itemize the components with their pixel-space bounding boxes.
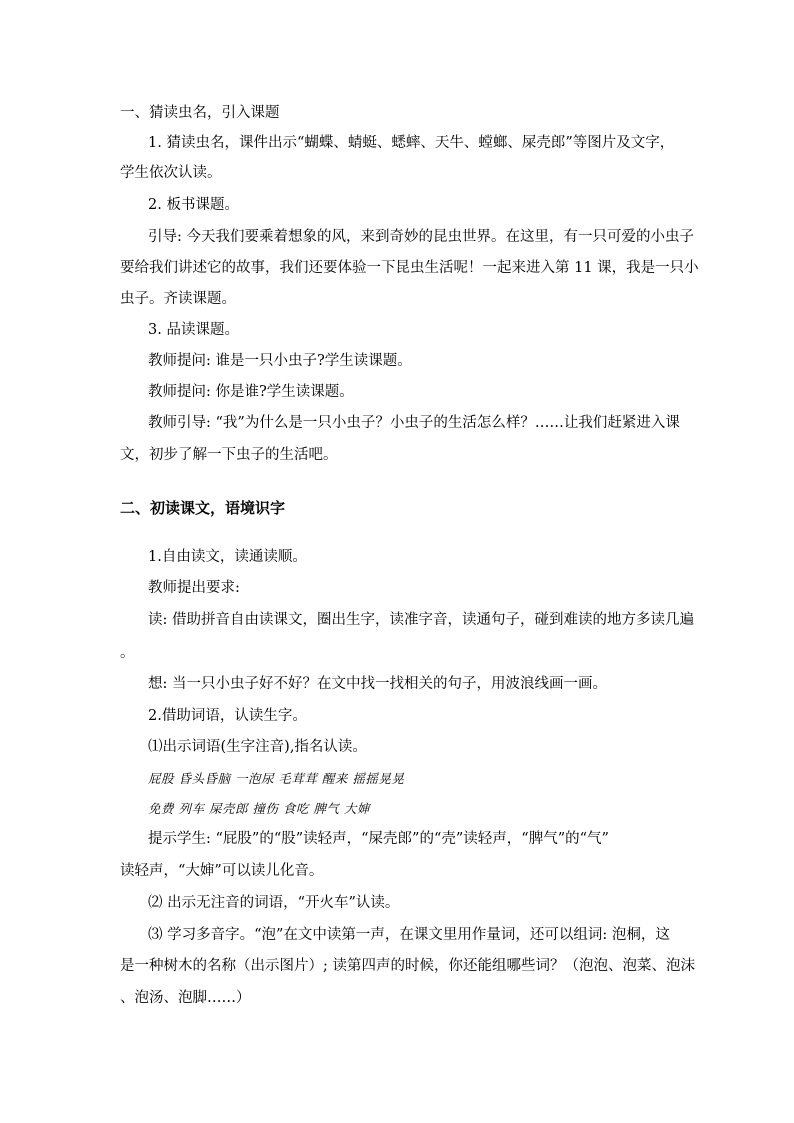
word-list: 屁股 昏头昏脑 一泡尿 毛茸茸 醒来 摇摇晃晃 — [148, 771, 405, 786]
paragraph-line: 2. 板书课题。 — [148, 197, 239, 213]
paragraph-line: 想: 当一只小虫子好不好？在文中找一找相关的句子，用波浪线画一画。 — [148, 676, 607, 692]
paragraph-line: 读: 借助拼音自由读课文，圈出生字，读准字音，读通句子，碰到难读的地方多读几遍 — [148, 612, 694, 628]
paragraph-line: ⑴出示词语(生字注音),指名认读。 — [148, 739, 367, 755]
paragraph-line: 教师提问: 你是谁?学生读课题。 — [148, 384, 354, 400]
section-heading: 一、猜读虫名，引入课题 — [120, 105, 280, 121]
paragraph-line: 1. 猜读虫名，课件出示“蝴蝶、蜻蜓、蟋蟀、天牛、螳螂、屎壳郎”等图片及文字， — [148, 135, 675, 151]
paragraph-line: 要给我们讲述它的故事，我们还要体验一下昆虫生活呢！一起来进入第 11 课，我是一只小 — [120, 260, 699, 276]
paragraph-line: 教师提出要求: — [148, 580, 240, 596]
paragraph-line: 是一种树木的名称（出示图片）; 读第四声的时候，你还能组哪些词？（泡泡、泡菜、泡沫 — [120, 958, 695, 974]
paragraph-line: 、泡汤、泡脚……） — [120, 990, 251, 1006]
paragraph-line: 引导: 今天我们要乘着想象的风，来到奇妙的昆虫世界。在这里，有一只可爱的小虫子 — [148, 229, 694, 245]
paragraph-line: 读轻声，“大婶”可以读儿化音。 — [120, 863, 324, 879]
paragraph-line: 。 — [120, 645, 135, 661]
paragraph-line: ⑶ 学习多音字。“泡”在文中读第一声，在课文里用作量词，还可以组词: 泡桐，这 — [148, 927, 670, 943]
paragraph-line: 提示学生: “屁股”的“股”读轻声，“屎壳郎”的“壳”读轻声，“脾气”的“气” — [148, 831, 609, 847]
word-list: 免费 列车 屎壳郎 撞伤 食吃 脾气 大婶 — [148, 801, 370, 816]
section-heading: 二、初读课文，语境识字 — [120, 499, 286, 517]
paragraph-line: ⑵ 出示无注音的词语，“开火车”认读。 — [148, 895, 400, 911]
paragraph-line: 1.自由读文，读通读顺。 — [148, 549, 307, 565]
paragraph-line: 文，初步了解一下虫子的生活吧。 — [120, 447, 338, 463]
paragraph-line: 虫子。齐读课题。 — [120, 291, 236, 307]
paragraph-line: 2.借助词语，认读生字。 — [148, 708, 307, 724]
paragraph-line: 3. 品读课题。 — [148, 322, 239, 338]
paragraph-line: 学生依次认读。 — [120, 165, 222, 181]
paragraph-line: 教师引导: “我”为什么是一只小虫子？小虫子的生活怎么样？……让我们赶紧进入课 — [148, 415, 680, 431]
paragraph-line: 教师提问: 谁是一只小虫子?学生读课题。 — [148, 353, 412, 369]
